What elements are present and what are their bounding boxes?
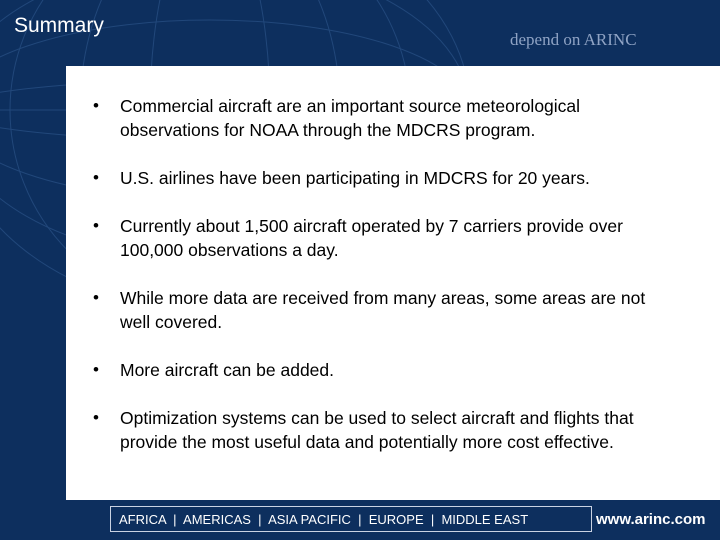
bullet-text: More aircraft can be added. bbox=[120, 360, 335, 380]
bullet-symbol: • bbox=[93, 168, 99, 187]
bullet-item bbox=[93, 166, 680, 190]
brand-tagline: depend on ARINC bbox=[510, 30, 637, 49]
bullet-symbol: • bbox=[93, 360, 99, 379]
bullet-item bbox=[93, 406, 680, 454]
website-url: www.arinc.com bbox=[596, 511, 706, 528]
bullet-item bbox=[93, 94, 680, 142]
content-panel bbox=[66, 66, 720, 500]
slide-title: Summary bbox=[14, 14, 104, 37]
bullet-symbol: • bbox=[93, 408, 99, 427]
bullet-item bbox=[93, 214, 680, 262]
bullet-item bbox=[93, 286, 680, 334]
bullet-text: U.S. airlines have been participating in MDCRS for 20 years. bbox=[120, 168, 590, 188]
regions-footer bbox=[110, 506, 592, 532]
bullet-text: Commercial aircraft are an important source meteorological observations for NOAA through the MDCRS program. bbox=[120, 96, 581, 140]
bullet-item bbox=[93, 358, 680, 382]
bullet-text: Optimization systems can be used to select aircraft and flights that provide the most useful data and potentially more cost effective. bbox=[120, 408, 634, 452]
bullet-text: Currently about 1,500 aircraft operated by 7 carriers provide over 100,000 observations a day. bbox=[120, 216, 623, 260]
bullet-text: While more data are received from many areas, some areas are not well covered. bbox=[120, 288, 646, 332]
regions-text: AFRICA | AMERICAS | ASIA PACIFIC | EUROPE | MIDDLE EAST bbox=[119, 511, 529, 527]
page-number: Page 16 bbox=[652, 474, 681, 484]
bullet-symbol: • bbox=[93, 288, 99, 307]
bullet-symbol: • bbox=[93, 216, 99, 235]
bullet-symbol: • bbox=[93, 96, 99, 115]
